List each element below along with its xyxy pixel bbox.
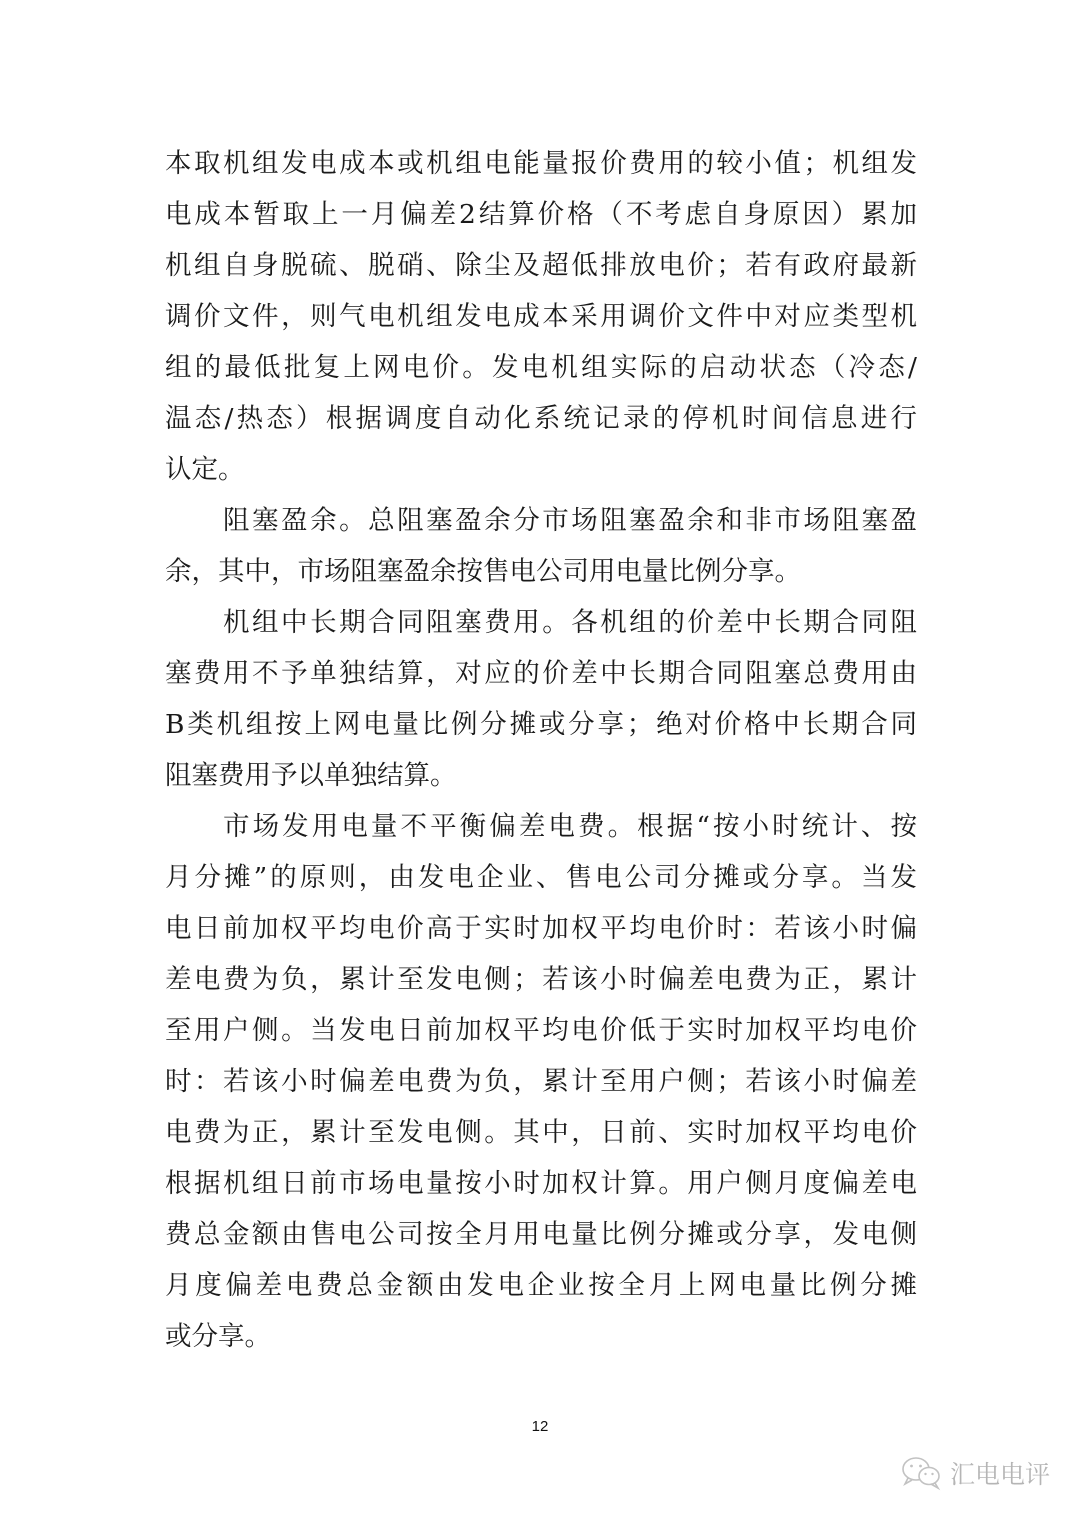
text-line: 电费为正，累计至发电侧。其中，日前、实时加权平均电价: [165, 1117, 917, 1148]
text-line: 调价文件，则气电机组发电成本采用调价文件中对应类型机: [165, 301, 917, 332]
text-line: 阻塞费用予以单独结算。: [165, 760, 457, 791]
text-line: 费总金额由售电公司按全月用电量比例分摊或分享，发电侧: [165, 1219, 917, 1250]
text-line: 根据机组日前市场电量按小时加权计算。用户侧月度偏差电: [165, 1168, 917, 1199]
text-line: 认定。: [165, 454, 245, 485]
text-line: 本取机组发电成本或机组电能量报价费用的较小值；机组发: [165, 148, 917, 179]
paragraph-start-congestion-surplus: 阻塞盈余。总阻塞盈余分市场阻塞盈余和非市场阻塞盈: [223, 505, 917, 536]
text-line: 电日前加权平均电价高于实时加权平均电价时：若该小时偏: [165, 913, 917, 944]
text-line: B类机组按上网电量比例分摊或分享；绝对价格中长期合同: [165, 709, 917, 740]
text-line: 或分享。: [165, 1321, 271, 1352]
text-line: 余，其中，市场阻塞盈余按售电公司用电量比例分享。: [165, 556, 801, 587]
text-line: 差电费为负，累计至发电侧；若该小时偏差电费为正，累计: [165, 964, 917, 995]
text-line: 组的最低批复上网电价。发电机组实际的启动状态（冷态/: [165, 352, 917, 383]
wechat-icon: [900, 1455, 944, 1491]
watermark-label: 汇电电评: [950, 1460, 1051, 1489]
text-line: 月度偏差电费总金额由发电企业按全月上网电量比例分摊: [165, 1270, 917, 1301]
text-line: 至用户侧。当发电日前加权平均电价低于实时加权平均电价: [165, 1015, 917, 1046]
paragraph-start-deviation-fee: 市场发用电量不平衡偏差电费。根据“按小时统计、按: [223, 811, 917, 842]
page-number: 12: [531, 1418, 549, 1435]
text-line: 机组自身脱硫、脱硝、除尘及超低排放电价；若有政府最新: [165, 250, 917, 281]
paragraph-start-contract-congestion: 机组中长期合同阻塞费用。各机组的价差中长期合同阻: [223, 607, 917, 638]
text-line: 塞费用不予单独结算，对应的价差中长期合同阻塞总费用由: [165, 658, 917, 689]
document-body: [165, 138, 917, 1362]
text-line: 电成本暂取上一月偏差2结算价格（不考虑自身原因）累加: [165, 199, 917, 230]
text-line: 月分摊”的原则，由发电企业、售电公司分摊或分享。当发: [165, 862, 917, 893]
text-line: 温态/热态）根据调度自动化系统记录的停机时间信息进行: [165, 403, 917, 434]
watermark: [900, 1455, 1050, 1491]
text-line: 时：若该小时偏差电费为负，累计至用户侧；若该小时偏差: [165, 1066, 917, 1097]
